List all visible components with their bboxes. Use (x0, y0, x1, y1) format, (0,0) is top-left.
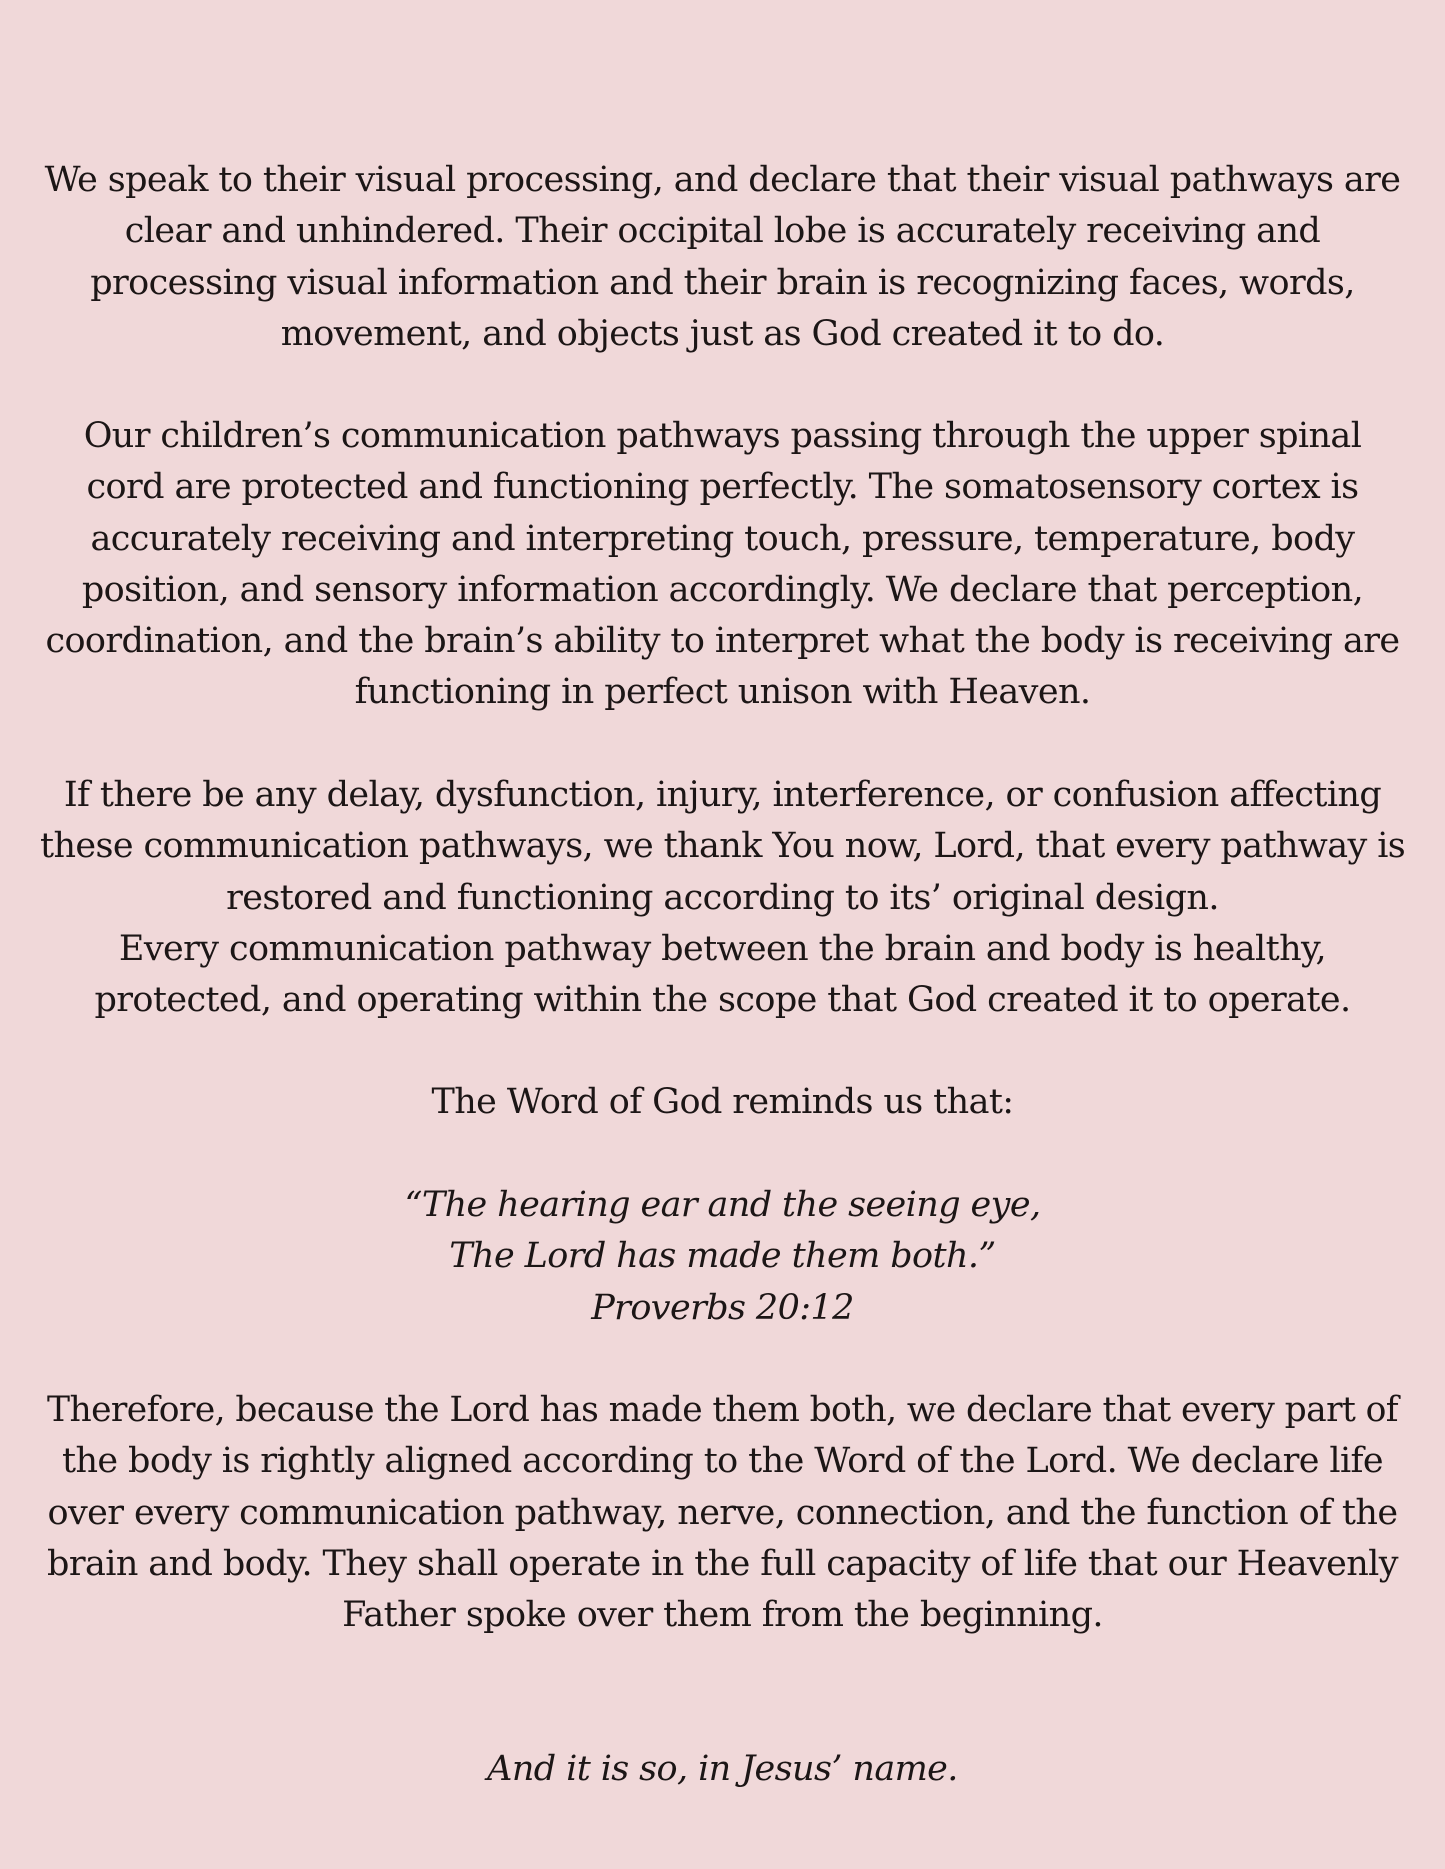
scripture-quote (40, 1180, 1405, 1334)
paragraph-visual-processing (40, 155, 1405, 360)
paragraph-restoration (40, 770, 1405, 1026)
text-line: The Word of God reminds us that: (431, 1082, 1014, 1122)
text-line: the body is rightly aligned according to the Word of the Lord. We declare life (61, 1441, 1384, 1482)
text-line: position, and sensory information accordingly. We declare that perception, (81, 569, 1364, 610)
text-line: Every communication pathway between the brain and body is healthy, (118, 928, 1327, 969)
quote-line: The Lord has made them both.” (449, 1236, 996, 1277)
closing-text: And it is so, in Jesus’ name. (487, 1749, 958, 1789)
text-line: protected, and operating within the scope that God created it to operate. (94, 980, 1351, 1021)
text-line: accurately receiving and interpreting touch, pressure, temperature, body (90, 518, 1355, 559)
text-line: clear and unhindered. Their occipital lobe is accurately receiving and (124, 211, 1321, 252)
text-line: brain and body. They shall operate in the full capacity of life that our Heavenly (47, 1543, 1398, 1584)
text-line: cord are protected and functioning perfectly. The somatosensory cortex is (86, 467, 1359, 508)
text-line: If there be any delay, dysfunction, injury, interference, or confusion affecting (63, 775, 1382, 815)
text-line: We speak to their visual processing, and declare that their visual pathways are (44, 160, 1401, 200)
text-line: Father spoke over them from the beginning. (342, 1595, 1103, 1636)
text-line: processing visual information and their brain is recognizing faces, words, (90, 262, 1355, 303)
text-line: Therefore, because the Lord has made them both, we declare that every part of (47, 1390, 1398, 1430)
text-line: these communication pathways, we thank You now, Lord, that every pathway is (40, 826, 1406, 867)
paragraph-word-intro (40, 1077, 1405, 1128)
text-line: Our children’s communication pathways passing through the upper spinal (83, 416, 1362, 456)
text-line: coordination, and the brain’s ability to interpret what the body is receiving are (45, 621, 1400, 662)
text-line: functioning in perfect unison with Heaven. (354, 672, 1091, 713)
text-line: restored and functioning according to its’ original design. (226, 877, 1219, 918)
closing-line (40, 1744, 1405, 1795)
paragraph-declaration (40, 1385, 1405, 1641)
paragraph-communication-pathways (40, 411, 1405, 719)
text-line: over every communication pathway, nerve, connection, and the function of the (47, 1492, 1398, 1533)
scripture-reference: Proverbs 20:12 (591, 1287, 854, 1328)
text-line: movement, and objects just as God created it to do. (280, 313, 1165, 354)
quote-line: “The hearing ear and the seeing eye, (404, 1185, 1041, 1225)
